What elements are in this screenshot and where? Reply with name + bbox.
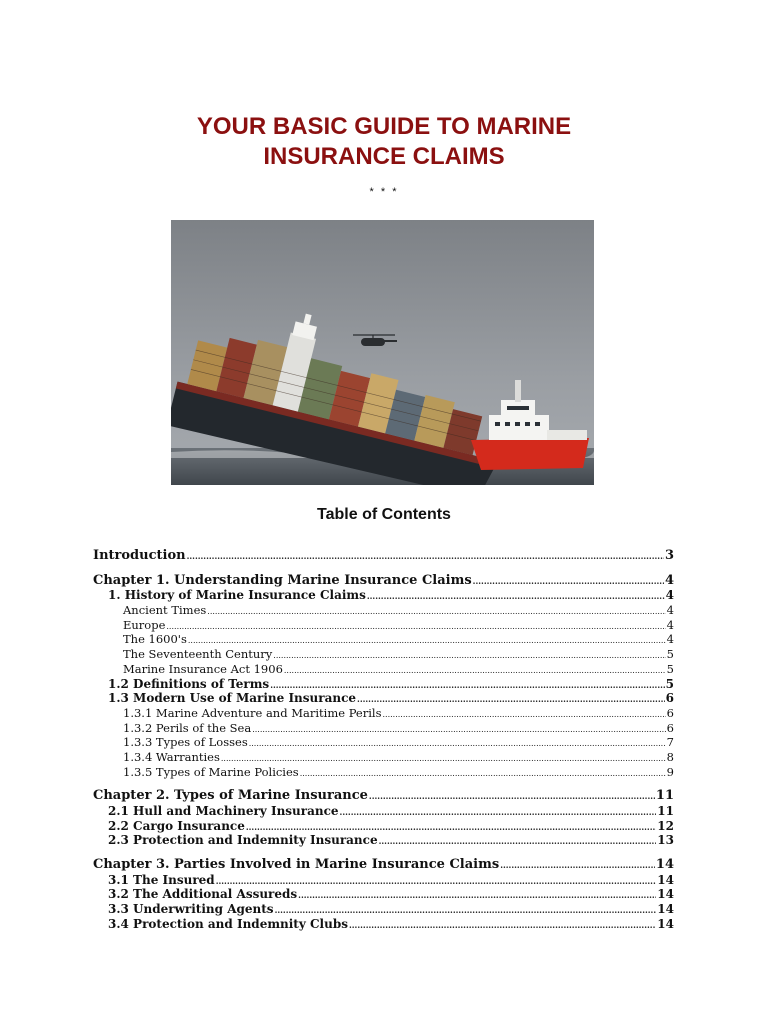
toc-entry[interactable] xyxy=(93,750,674,765)
toc-entry-label: 3.1 The Insured xyxy=(108,872,215,887)
toc-entry[interactable] xyxy=(93,902,674,917)
toc-leader-dots xyxy=(188,634,666,647)
toc-leader-dots xyxy=(166,620,665,633)
title-line-1: YOUR BASIC GUIDE TO MARINE xyxy=(196,113,572,140)
toc-entry-page: 12 xyxy=(657,818,674,833)
table-of-contents xyxy=(93,549,674,932)
toc-entry[interactable] xyxy=(93,574,674,589)
toc-entry-label: Europe xyxy=(123,617,166,632)
toc-leader-dots xyxy=(367,589,665,603)
toc-entry[interactable] xyxy=(93,887,674,902)
toc-leader-dots xyxy=(340,805,657,819)
toc-entry[interactable] xyxy=(93,789,674,804)
toc-entry[interactable] xyxy=(93,873,674,888)
toc-entry-label: 1.3.3 Types of Losses xyxy=(123,735,248,750)
toc-leader-dots xyxy=(207,605,665,618)
toc-entry-page: 4 xyxy=(666,632,674,647)
toc-entry-page: 6 xyxy=(665,691,674,706)
toc-leader-dots xyxy=(379,834,657,848)
toc-entry-label: Chapter 1. Understanding Marine Insurance Claims xyxy=(93,573,472,588)
toc-entry-label: Introduction xyxy=(93,549,186,563)
toc-leader-dots xyxy=(357,692,665,706)
toc-leader-dots xyxy=(273,649,665,662)
toc-entry-label: 2.2 Cargo Insurance xyxy=(108,818,245,833)
ship-illustration-icon xyxy=(171,220,594,485)
toc-entry-label: Marine Insurance Act 1906 xyxy=(123,661,283,676)
toc-entry[interactable] xyxy=(93,647,674,662)
toc-entry-page: 5 xyxy=(666,647,674,662)
toc-entry-page: 13 xyxy=(657,833,674,848)
title-line-2: INSURANCE CLAIMS xyxy=(263,143,505,170)
toc-entry-page: 6 xyxy=(666,720,674,735)
toc-leader-dots xyxy=(187,549,664,564)
toc-entry-page: 3 xyxy=(664,549,674,563)
toc-entry[interactable] xyxy=(93,632,674,647)
toc-entry-label: 3.3 Underwriting Agents xyxy=(108,902,274,917)
toc-entry-label: Chapter 3. Parties Involved in Marine Insurance Claims xyxy=(93,858,500,873)
toc-entry-page: 14 xyxy=(657,872,674,887)
toc-leader-dots xyxy=(500,858,655,873)
toc-entry-label: 3.4 Protection and Indemnity Clubs xyxy=(108,916,348,931)
document-title xyxy=(0,112,768,172)
toc-entry-page: 4 xyxy=(664,573,674,588)
toc-leader-dots xyxy=(383,708,666,721)
toc-entry[interactable] xyxy=(93,858,674,873)
toc-entry[interactable] xyxy=(93,804,674,819)
toc-entry-page: 11 xyxy=(657,804,674,818)
toc-entry[interactable] xyxy=(93,917,674,932)
toc-entry-page: 14 xyxy=(657,902,674,917)
toc-entry-label: 1.3 Modern Use of Marine Insurance xyxy=(108,691,357,706)
separator: * * * xyxy=(369,186,399,198)
toc-entry[interactable] xyxy=(93,721,674,736)
toc-entry-label: 1.3.5 Types of Marine Policies xyxy=(123,764,299,779)
toc-entry-label: 1.3.2 Perils of the Sea xyxy=(123,720,252,735)
toc-entry-page: 5 xyxy=(665,676,674,691)
toc-leader-dots xyxy=(249,737,666,750)
toc-entry-page: 4 xyxy=(666,603,674,618)
toc-entry-page: 8 xyxy=(666,749,674,764)
toc-entry[interactable] xyxy=(93,618,674,633)
toc-entry-label: 2.3 Protection and Indemnity Insurance xyxy=(108,833,378,848)
toc-leader-dots xyxy=(246,820,656,834)
toc-entry-label: 2.1 Hull and Machinery Insurance xyxy=(108,804,339,818)
toc-entry[interactable] xyxy=(93,765,674,780)
toc-leader-dots xyxy=(300,767,666,780)
toc-entry-page: 6 xyxy=(666,705,674,720)
toc-leader-dots xyxy=(275,903,657,917)
toc-leader-dots xyxy=(270,678,664,692)
toc-entry[interactable] xyxy=(93,833,674,848)
toc-entry-page: 4 xyxy=(666,617,674,632)
toc-entry-label: 1.3.4 Warranties xyxy=(123,749,220,764)
toc-entry[interactable] xyxy=(93,588,674,603)
toc-entry-page: 14 xyxy=(657,887,674,902)
toc-heading: Table of Contents xyxy=(317,506,451,523)
toc-entry-page: 11 xyxy=(655,789,674,804)
toc-leader-dots xyxy=(298,888,656,902)
toc-entry[interactable] xyxy=(93,819,674,834)
toc-entry[interactable] xyxy=(93,735,674,750)
toc-entry-label: Chapter 2. Types of Marine Insurance xyxy=(93,789,368,804)
toc-entry-page: 14 xyxy=(657,916,674,931)
toc-entry-label: Ancient Times xyxy=(123,603,207,618)
toc-leader-dots xyxy=(369,789,655,804)
toc-entry-label: 1.2 Definitions of Terms xyxy=(108,676,270,691)
toc-leader-dots xyxy=(216,874,657,888)
shipwreck-photo xyxy=(171,220,594,485)
toc-entry[interactable] xyxy=(93,706,674,721)
toc-entry[interactable] xyxy=(93,603,674,618)
toc-entry-page: 5 xyxy=(666,661,674,676)
toc-leader-dots xyxy=(349,918,656,932)
toc-entry-page: 9 xyxy=(666,764,674,779)
toc-entry[interactable] xyxy=(93,662,674,677)
toc-entry[interactable] xyxy=(93,691,674,706)
toc-entry-page: 14 xyxy=(655,858,674,873)
toc-entry-label: The Seventeenth Century xyxy=(123,647,273,662)
toc-entry-label: 1. History of Marine Insurance Claims xyxy=(108,588,366,603)
toc-leader-dots xyxy=(221,752,666,765)
toc-entry[interactable] xyxy=(93,549,674,564)
toc-entry-label: The 1600's xyxy=(123,632,187,647)
toc-leader-dots xyxy=(284,664,666,677)
toc-entry-page: 4 xyxy=(665,588,674,603)
toc-entry[interactable] xyxy=(93,677,674,692)
toc-leader-dots xyxy=(473,574,664,589)
toc-entry-label: 1.3.1 Marine Adventure and Maritime Perils xyxy=(123,705,382,720)
toc-entry-label: 3.2 The Additional Assureds xyxy=(108,887,298,902)
toc-leader-dots xyxy=(252,723,665,736)
toc-entry-page: 7 xyxy=(666,735,674,750)
